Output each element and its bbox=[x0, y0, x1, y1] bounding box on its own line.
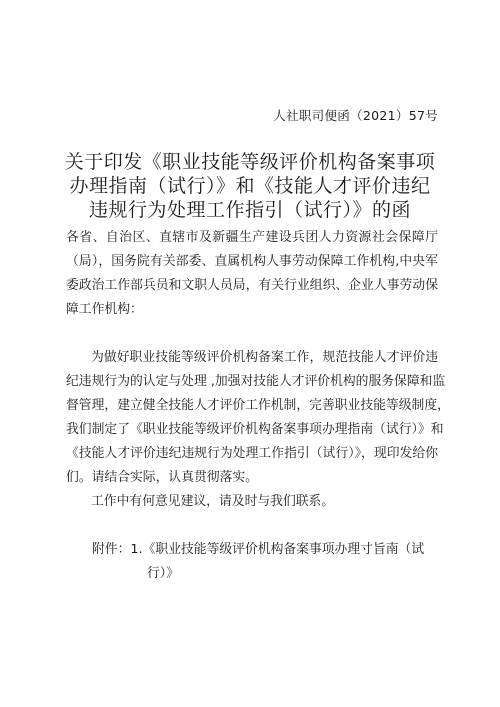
salutation bbox=[66, 226, 438, 322]
body-paragraph-2 bbox=[66, 490, 438, 514]
salutation-line: 障工作机构： bbox=[66, 302, 143, 317]
attachment-item-continuation: 行）》 bbox=[147, 566, 179, 581]
paragraph-line: 们。请结合实际，认真贯彻落实。 bbox=[66, 470, 258, 485]
body-paragraph-1 bbox=[66, 346, 450, 490]
paragraph-line: 为做好职业技能等级评价机构备案工作，规范技能人才评价违 bbox=[91, 350, 438, 365]
salutation-line: 各省、自治区、直辖市及新疆生产建设兵团人力资源社会保障厅 bbox=[66, 230, 438, 245]
title-line: 关于印发《职业技能等级评价机构备案事项 bbox=[64, 151, 436, 173]
paragraph-line: 我们制定了《职业技能等级评价机构备案事项办理指南（试行）》和 bbox=[66, 422, 444, 437]
paragraph-line: 纪违规行为的认定与处理 ,加强对技能人才评价机构的服务保障和监 bbox=[66, 374, 446, 389]
attachment-list bbox=[92, 538, 424, 586]
paragraph-line: 工作中有何意见建议，请及时与我们联系。 bbox=[91, 494, 335, 509]
salutation-line: （局），国务院有关部委、直属机构人事劳动保障工作机构,中央军 bbox=[66, 254, 438, 269]
attachment-item: 附件：1.《职业技能等级评价机构备案事项办理寸旨南（试 bbox=[92, 542, 425, 557]
document-number: 人社职司便函（2021）57号 bbox=[273, 108, 438, 123]
title-line: 违规行为处理工作指引（试行）》的函 bbox=[88, 199, 411, 221]
paragraph-line: 《技能人才评价违纪违规行为处理工作指引（试行）》，现印发给你 bbox=[66, 446, 438, 461]
title-line: 办理指南（试行）》和《技能人才评价违纪 bbox=[69, 175, 431, 197]
paragraph-line: 督管理，建立健全技能人才评价工作机制，完善职业技能等级制度， bbox=[66, 398, 450, 413]
document-title bbox=[0, 150, 500, 222]
salutation-line: 委政治工作部兵员和文职人员局，有关行业组织、企业人事劳动保 bbox=[66, 278, 438, 293]
